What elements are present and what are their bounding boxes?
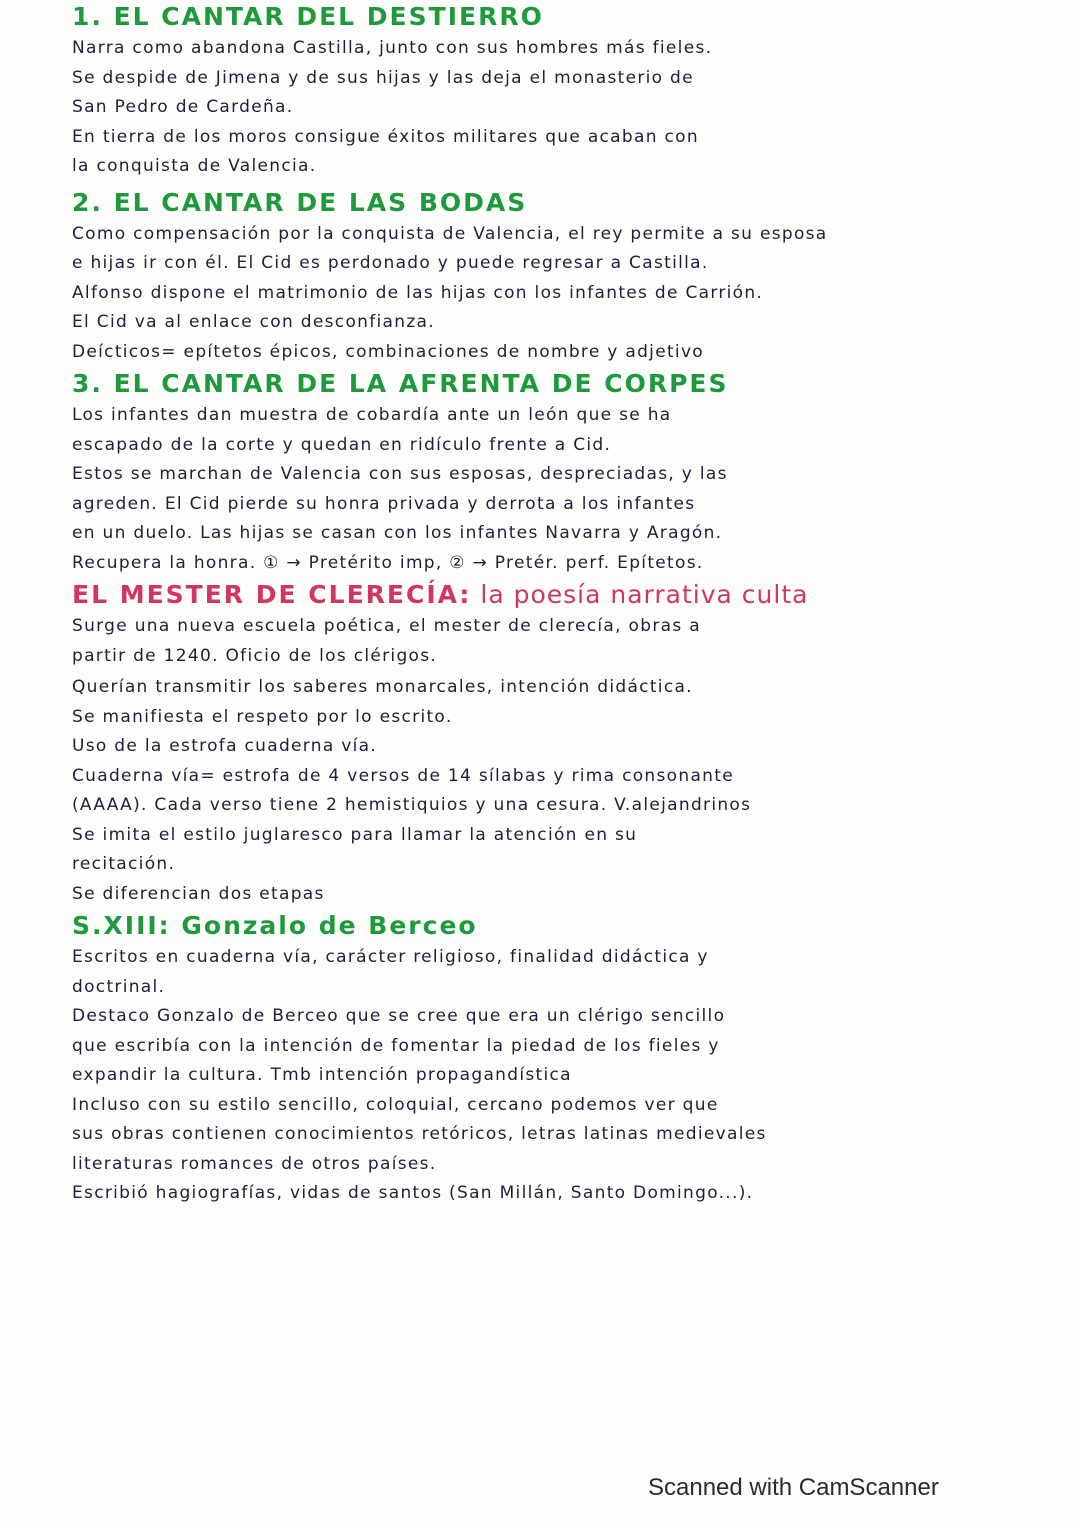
text-line: literaturas romances de otros países. [72,1153,437,1174]
text-line: En tierra de los moros consigue éxitos militares que acaban con [72,126,699,147]
text-line: escapado de la corte y quedan en ridículo frente a Cid. [72,434,612,455]
text-line: Deícticos= epítetos épicos, combinaciones de nombre y adjetivo [72,341,705,362]
section-heading: S.XIII: Gonzalo de Berceo [72,911,478,940]
handwritten-notes [72,0,1012,1209]
scanner-watermark: Scanned with CamScanner [648,1474,939,1501]
section-afrenta [72,367,1012,578]
section-heading: 2. EL CANTAR DE LAS BODAS [72,187,528,217]
text-line: Escribió hagiografías, vidas de santos (San Millán, Santo Domingo...). [72,1183,754,1203]
section-heading [72,578,1012,612]
text-line: que escribía con la intención de fomentar la piedad de los fieles y [72,1035,720,1056]
text-line: Narra como abandona Castilla, junto con sus hombres más fieles. [72,38,713,58]
text-line: Los infantes dan muestra de cobardía ante un león que se ha [72,405,672,425]
text-line: El Cid va al enlace con desconfianza. [72,312,435,332]
text-line: Uso de la estrofa cuaderna vía. [72,736,378,756]
text-line: Se despide de Jimena y de sus hijas y las deja el monasterio de [72,67,694,88]
section-destierro [72,0,1012,182]
text-line: Estos se marchan de Valencia con sus esposas, despreciadas, y las [72,464,728,484]
section-heading: 3. EL CANTAR DE LA AFRENTA DE CORPES [72,369,729,398]
text-line: recitación. [72,854,176,874]
text-line: Como compensación por la conquista de Valencia, el rey permite a su esposa [72,223,828,244]
text-line: Recupera la honra. ① → Pretérito imp, ② → Pretér. perf. Epítetos. [72,552,704,573]
section-mester-clerecia [72,578,1012,909]
text-line: la conquista de Valencia. [72,156,317,176]
section-berceo [72,909,1012,1209]
text-line: expandir la cultura. Tmb intención propagandística [72,1065,572,1085]
text-line: Querían transmitir los saberes monarcales, intención didáctica. [72,677,693,697]
text-line: Surge una nueva escuela poética, el mester de clerecía, obras a [72,616,701,636]
text-line: agreden. El Cid pierde su honra privada y derrota a los infantes [72,493,696,514]
section-bodas [72,186,1012,368]
section-heading-subtitle: la poesía narrativa culta [471,580,809,609]
text-line: Se diferencian dos etapas [72,883,325,904]
section-heading: 1. EL CANTAR DEL DESTIERRO [72,2,544,31]
text-line: (AAAA). Cada verso tiene 2 hemistiquios y una cesura. V.alejandrinos [72,795,752,815]
text-line: Escritos en cuaderna vía, carácter religioso, finalidad didáctica y [72,947,709,967]
text-line: partir de 1240. Oficio de los clérigos. [72,645,438,666]
text-line: Se manifiesta el respeto por lo escrito. [72,706,453,727]
text-line: San Pedro de Cardeña. [72,97,294,117]
text-line: Destaco Gonzalo de Berceo que se cree que era un clérigo sencillo [72,1006,726,1026]
text-line: Cuaderna vía= estrofa de 4 versos de 14 sílabas y rima consonante [72,765,734,786]
text-line: doctrinal. [72,976,166,997]
text-line: sus obras contienen conocimientos retóricos, letras latinas medievales [72,1124,767,1144]
text-line: e hijas ir con él. El Cid es perdonado y puede regresar a Castilla. [72,253,709,273]
section-heading-main: EL MESTER DE CLERECÍA: [72,580,472,609]
text-line: Se imita el estilo juglaresco para llamar la atención en su [72,824,638,845]
text-line: en un duelo. Las hijas se casan con los infantes Navarra y Aragón. [72,523,723,543]
text-line: Alfonso dispone el matrimonio de las hijas con los infantes de Carrión. [72,282,764,303]
text-line: Incluso con su estilo sencillo, coloquial, cercano podemos ver que [72,1094,719,1115]
